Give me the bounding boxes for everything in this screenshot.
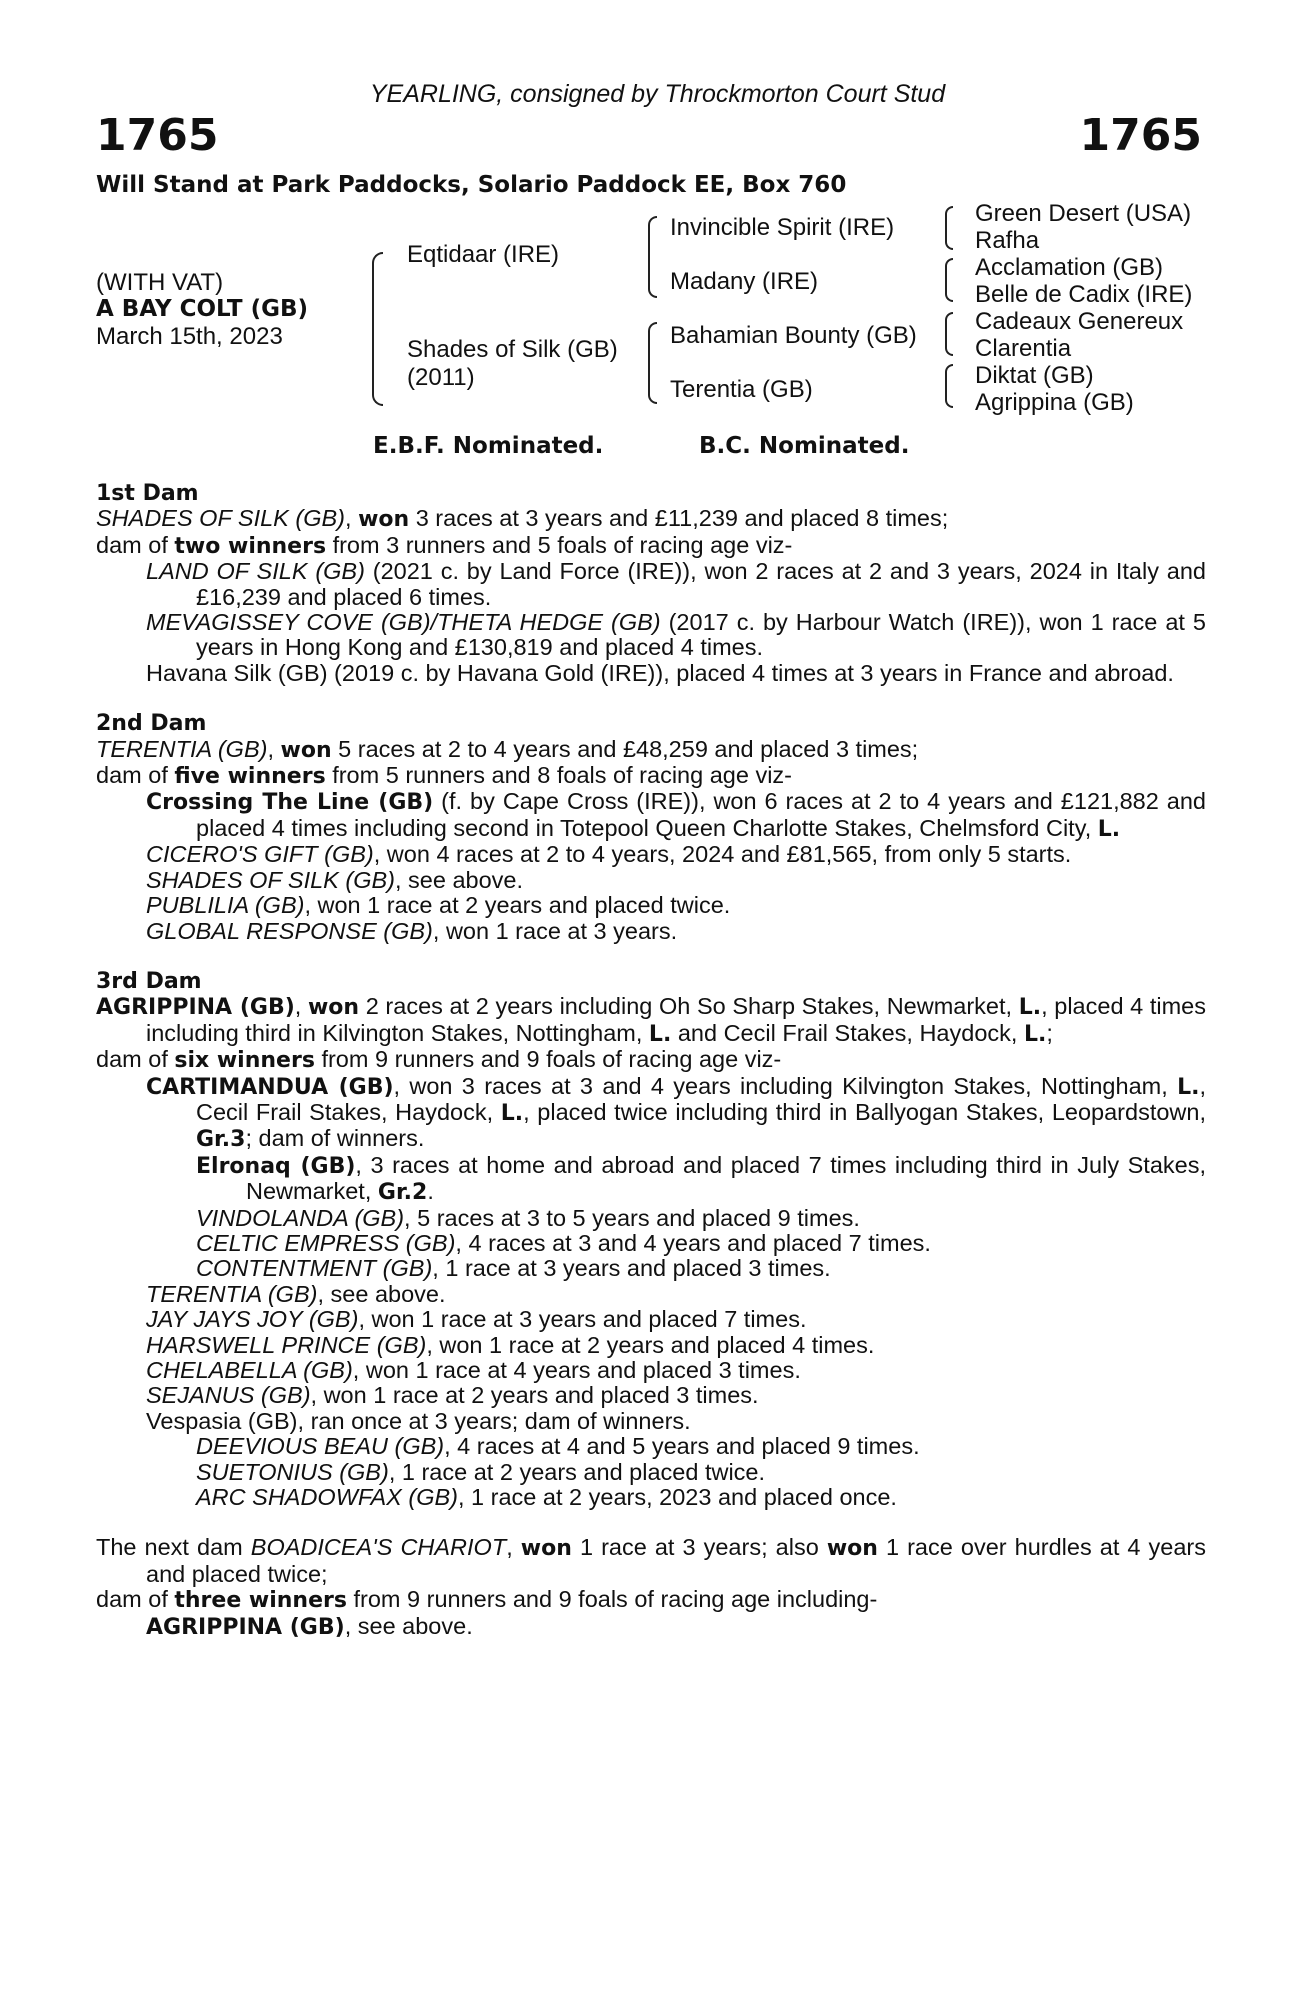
grand-progeny-entry: CELTIC EMPRESS (GB), 4 races at 3 and 4 years and placed 7 times. xyxy=(196,1229,931,1256)
pedigree-dds: Diktat (GB) xyxy=(975,362,1094,389)
pedigree-dam-year: (2011) xyxy=(407,364,475,391)
pedigree-dam: Shades of Silk (GB) xyxy=(407,336,618,363)
grand-progeny-entry: CONTENTMENT (GB), 1 race at 3 years and placed 3 times. xyxy=(196,1255,831,1282)
pedigree-sire-dam: Madany (IRE) xyxy=(670,268,819,295)
pedigree-sire-sire: Invincible Spirit (IRE) xyxy=(670,214,895,241)
progeny-entry: JAY JAYS JOY (GB), won 1 race at 3 years and placed 7 times. xyxy=(146,1306,807,1333)
grand-progeny-entry: Elronaq (GB), 3 races at home and abroad and placed 7 times including third in July Stakes, Newmarket, Gr.2. xyxy=(196,1151,1206,1206)
second-dam-name: TERENTIA (GB) xyxy=(96,735,268,762)
catalogue-body: 1st Dam SHADES OF SILK (GB), won 3 races at 3 years and £11,239 and placed 8 times; dam of two winners from 3 runners and 5 foals of racing age viz- LAND OF SILK (GB) (2021 c. by Land Force (IRE)), won 2 races at 2 and 3 years, 2024 in Italy and £16,239 and placed 6 times. MEVAGISSEY COVE (GB)/THETA HEDGE (GB) (2017 c. by Harbour Watch (IRE)), won 1 race at 5 years in Hong Kong and £130,819 and placed 4 times. Havana Silk (GB) (2019 c. by Havana Gold (IRE)), placed 4 times at 3 years in France and abroad. 2nd Dam TERENTIA (GB), won 5 races at 2 to 4 years and £48,259 and placed 3 times; dam of five winners from 5 runners and 8 foals of racing age viz- Crossing The Line (GB) (f. by Cape Cross (IRE)), won 6 races at 2 to 4 years and £121,882 and placed 4 times including second in Totepool Queen Charlotte Stakes, Chelmsford City, L. CICERO'S GIFT (GB), won 4 races at 2 to 4 years, 2024 and £81,565, from only 5 starts. SHADES OF SILK (GB), see above. PUBLILIA (GB), won 1 race at 2 years and placed twice. GLOBAL RESPONSE (GB), won 1 race at 3 years. 3rd Dam AGRIPPINA (GB), won 2 races at 2 years including Oh So Sharp Stakes, Newmarket, L., placed 4 times including third in Kilvington Stakes, Nottingham, L. and Cecil Frail Stakes, Haydock, L.; dam of six winners from 9 runners and 9 foals of racing age viz- CARTIMANDUA (GB), won 3 races at 3 and 4 years including Kilvington Stakes, Nottingham, L., Cecil Frail Stakes, Haydock, L., placed twice including third in Ballyogan Stakes, Leopardstown, Gr.3; dam of winners. Elronaq (GB), 3 races at home and abroad and placed 7 times including third in July Stakes, Newmarket, Gr.2. VINDOLANDA (GB), 5 races at 3 to 5 years and placed 9 times. CELTIC EMPRESS (GB), 4 races at 3 and 4 years and placed 7 times. CONTENTMENT (GB), 1 race at 3 years and placed 3 times. TERENTIA (GB), see above. JAY JAYS JOY (GB), won 1 race at 3 years and placed 7 times. HARSWELL PRINCE (GB), won 1 race at 2 years and placed 4 times. CHELABELLA (GB), won 1 race at 4 years and placed 3 times. SEJANUS (GB), won 1 race at 2 years and placed 3 times. Vespasia (GB), ran once at 3 years; dam of winners. DEEVIOUS BEAU (GB), 4 races at 4 and 5 years and placed 9 times. SUETONIUS (GB), 1 race at 2 years and placed twice. ARC SHADOWFAX (GB), 1 race at 2 years, 2023 and placed once. The next dam BOADICEA'S CHARIOT, won 1 race at 3 years; also won 1 race over hurdles at 4 years and placed twice; dam of three winners from 9 runners and 9 foals of racing age including- AGRIPPINA (GB), see above. xyxy=(96,481,1207,1640)
progeny-entry: PUBLILIA (GB), won 1 race at 2 years and placed twice. xyxy=(146,892,731,919)
pedigree-brace-sd xyxy=(945,258,953,302)
foaling-date: March 15th, 2023 xyxy=(96,323,283,350)
stand-location: Will Stand at Park Paddocks, Solario Paddock EE, Box 760 xyxy=(96,172,847,198)
pedigree-brace-dam xyxy=(648,322,657,404)
progeny-entry: AGRIPPINA (GB), see above. xyxy=(146,1612,473,1640)
progeny-entry: MEVAGISSEY COVE (GB)/THETA HEDGE (GB) (2017 c. by Harbour Watch (IRE)), won 1 race at 5 years in Hong Kong and £130,819 and placed 4 times. xyxy=(146,609,1206,661)
progeny-entry: CICERO'S GIFT (GB), won 4 races at 2 to 4 years, 2024 and £81,565, from only 5 starts. xyxy=(146,841,1072,868)
pedigree-brace-ss xyxy=(945,206,953,250)
progeny-entry: GLOBAL RESPONSE (GB), won 1 race at 3 years. xyxy=(146,917,678,944)
next-dam-record: The next dam BOADICEA'S CHARIOT, won 1 race at 3 years; also won 1 race over hurdles at 4 years and placed twice; xyxy=(96,1534,1207,1587)
progeny-entry: Vespasia (GB), ran once at 3 years; dam of winners. xyxy=(146,1407,691,1434)
progeny-entry: SEJANUS (GB), won 1 race at 2 years and placed 3 times. xyxy=(146,1382,759,1409)
horse-name: A BAY COLT (GB) xyxy=(96,296,309,322)
progeny-entry: TERENTIA (GB), see above. xyxy=(146,1280,446,1307)
grand-progeny-entry: SUETONIUS (GB), 1 race at 2 years and placed twice. xyxy=(196,1458,766,1485)
vat-note: (WITH VAT) xyxy=(96,269,224,296)
grand-progeny-entry: DEEVIOUS BEAU (GB), 4 races at 4 and 5 years and placed 9 times. xyxy=(196,1433,920,1460)
pedigree-sire: Eqtidaar (IRE) xyxy=(407,241,560,268)
pedigree-dss: Cadeaux Genereux xyxy=(975,308,1184,335)
second-dam-heading: 2nd Dam xyxy=(96,711,207,737)
third-dam-record: AGRIPPINA (GB), won 2 races at 2 years including Oh So Sharp Stakes, Newmarket, L., placed 4 times including third in Kilvington Stakes, Nottingham, L. and Cecil Frail Stakes, Haydock, L.; xyxy=(96,993,1206,1047)
progeny-entry: CARTIMANDUA (GB), won 3 races at 3 and 4 years including Kilvington Stakes, Nottingham, L., Cecil Frail Stakes, Haydock, L., placed twice including third in Ballyogan Stakes, Leopardstown, Gr.3; dam of winners. xyxy=(146,1072,1206,1153)
pedigree-brace-ds xyxy=(945,312,953,356)
pedigree-brace-dd xyxy=(945,364,953,408)
third-dam-heading: 3rd Dam xyxy=(96,968,202,994)
grand-progeny-entry: VINDOLANDA (GB), 5 races at 3 to 5 years and placed 9 times. xyxy=(196,1204,860,1231)
progeny-entry: CHELABELLA (GB), won 1 race at 4 years and placed 3 times. xyxy=(146,1357,801,1383)
progeny-entry: LAND OF SILK (GB) (2021 c. by Land Force (IRE)), won 2 races at 2 and 3 years, 2024 in Italy and £16,239 and placed 6 times. xyxy=(146,558,1206,610)
pedigree-brace-sire xyxy=(648,216,657,298)
pedigree-dsd: Clarentia xyxy=(975,335,1072,362)
progeny-entry: Havana Silk (GB) (2019 c. by Havana Gold (IRE)), placed 4 times at 3 years in France and abroad. xyxy=(146,659,1174,686)
first-dam-heading: 1st Dam xyxy=(96,481,199,506)
pedigree-sds: Acclamation (GB) xyxy=(975,254,1164,281)
consignment-line: YEARLING, consigned by Throckmorton Court Stud xyxy=(369,80,946,108)
pedigree-sss: Green Desert (USA) xyxy=(975,200,1192,227)
pedigree-dam-dam: Terentia (GB) xyxy=(670,376,813,403)
pedigree-dam-sire: Bahamian Bounty (GB) xyxy=(670,322,917,349)
progeny-entry: HARSWELL PRINCE (GB), won 1 race at 2 years and placed 4 times. xyxy=(146,1331,875,1358)
pedigree-ddd: Agrippina (GB) xyxy=(975,389,1134,416)
progeny-entry: Crossing The Line (GB) (f. by Cape Cross (IRE)), won 6 races at 2 to 4 years and £121,882 and placed 4 times including second in Totepool Queen Charlotte Stakes, Chelmsford City, L. xyxy=(146,788,1206,842)
ebf-nominated: E.B.F. Nominated. xyxy=(373,433,604,459)
first-dam-name: SHADES OF SILK (GB) xyxy=(96,505,345,532)
lot-number-right: 1765 xyxy=(1079,110,1202,161)
pedigree-brace-main xyxy=(372,252,383,406)
pedigree-sdd: Belle de Cadix (IRE) xyxy=(975,281,1193,308)
grand-progeny-entry: ARC SHADOWFAX (GB), 1 race at 2 years, 2023 and placed once. xyxy=(196,1484,897,1511)
pedigree-ssd: Rafha xyxy=(975,227,1040,254)
bc-nominated: B.C. Nominated. xyxy=(699,433,910,459)
lot-number-left: 1765 xyxy=(96,110,219,161)
progeny-entry: SHADES OF SILK (GB), see above. xyxy=(146,866,524,893)
